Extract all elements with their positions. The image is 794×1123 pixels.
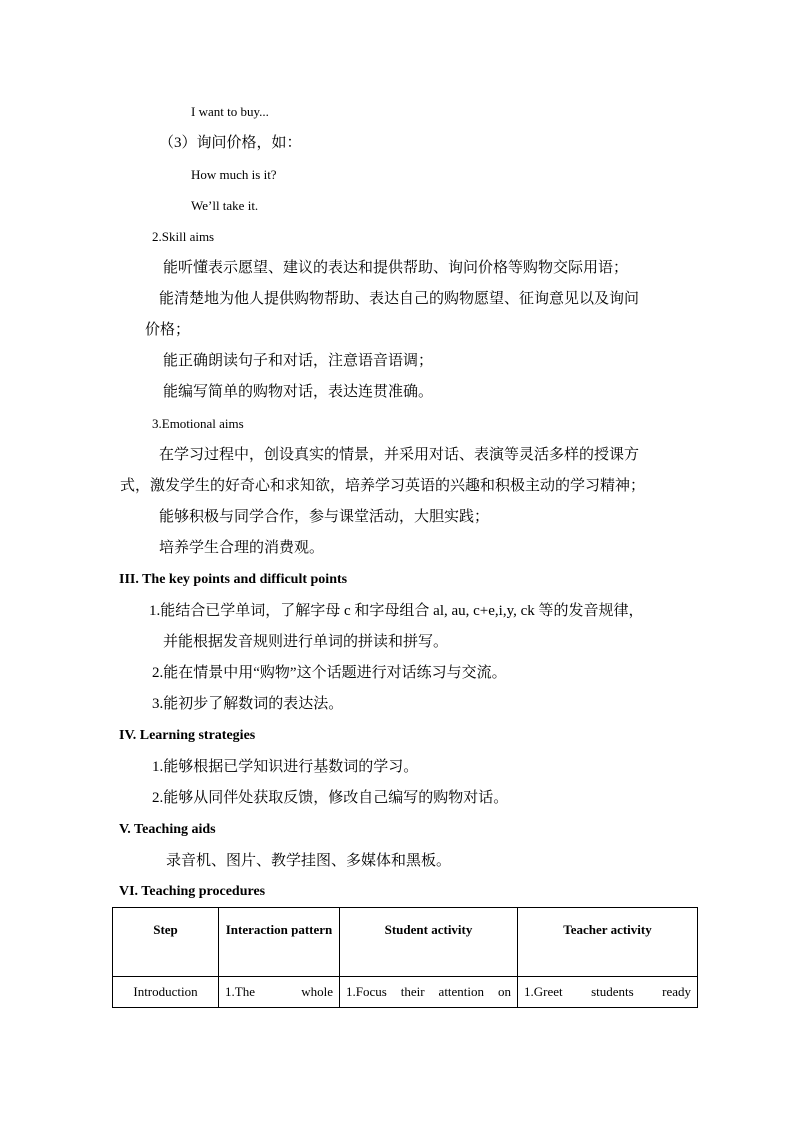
section-heading-key-points: III. The key points and difficult points bbox=[119, 572, 348, 587]
table-cell-interaction: 1.The whole bbox=[219, 977, 340, 1008]
table-row bbox=[113, 977, 698, 1008]
paragraph-line: 价格； bbox=[145, 322, 191, 338]
paragraph-line: 能够积极与同学合作，参与课堂活动，大胆实践； bbox=[159, 509, 490, 525]
table-header-teacher-activity: Teacher activity bbox=[518, 908, 698, 977]
section-heading-teaching-procedures: VI. Teaching procedures bbox=[119, 884, 266, 899]
section-subheading-skill-aims: 2.Skill aims bbox=[152, 229, 215, 244]
sub-item-3: （3）询问价格，如： bbox=[159, 135, 302, 151]
paragraph-line: 能听懂表示愿望、建议的表达和提供帮助、询问价格等购物交际用语； bbox=[163, 260, 629, 276]
list-item: 1.能够根据已学知识进行基数词的学习。 bbox=[152, 759, 419, 775]
list-item: 2.能够从同伴处获取反馈，修改自己编写的购物对话。 bbox=[152, 790, 509, 806]
paragraph-line: 培养学生合理的消费观。 bbox=[159, 540, 325, 556]
table-cell-student-activity: 1.Focus their attention on bbox=[340, 977, 518, 1008]
example-sentence: We’ll take it. bbox=[191, 198, 259, 213]
paragraph-line: 能清楚地为他人提供购物帮助、表达自己的购物愿望、征询意见以及询问 bbox=[159, 291, 640, 307]
section-heading-learning-strategies: IV. Learning strategies bbox=[119, 728, 256, 743]
table-cell-step: Introduction bbox=[113, 977, 219, 1008]
table-header-interaction-pattern: Interaction pattern bbox=[219, 908, 340, 977]
list-item: 3.能初步了解数词的表达法。 bbox=[152, 696, 344, 712]
table-header-student-activity: Student activity bbox=[340, 908, 518, 977]
paragraph-line: 在学习过程中，创设真实的情景，并采用对话、表演等灵活多样的授课方 bbox=[159, 447, 640, 463]
paragraph-line: 式，激发学生的好奇心和求知欲，培养学习英语的兴趣和积极主动的学习精神； bbox=[120, 478, 646, 494]
table-cell-teacher-activity: 1.Greet students ready bbox=[518, 977, 698, 1008]
table-header-row bbox=[113, 908, 698, 977]
section-heading-teaching-aids: V. Teaching aids bbox=[119, 822, 216, 837]
table-header-step: Step bbox=[113, 908, 219, 977]
paragraph-line: 能正确朗读句子和对话，注意语音语调； bbox=[163, 353, 434, 369]
paragraph-line: 能编写简单的购物对话，表达连贯准确。 bbox=[163, 384, 434, 400]
list-item: 2.能在情景中用“购物”这个话题进行对话练习与交流。 bbox=[152, 665, 507, 681]
list-item-continuation: 并能根据发音规则进行单词的拼读和拼写。 bbox=[163, 634, 449, 650]
paragraph-line: 录音机、图片、教学挂图、多媒体和黑板。 bbox=[166, 853, 452, 869]
teaching-procedures-table bbox=[112, 907, 698, 1008]
section-subheading-emotional-aims: 3.Emotional aims bbox=[152, 416, 244, 431]
example-sentence: I want to buy... bbox=[191, 104, 269, 119]
example-sentence: How much is it? bbox=[191, 167, 277, 182]
list-item: 1.能结合已学单词，了解字母 c 和字母组合 al, au, c+e,i,y, ck 等的发音规律， bbox=[149, 603, 644, 619]
